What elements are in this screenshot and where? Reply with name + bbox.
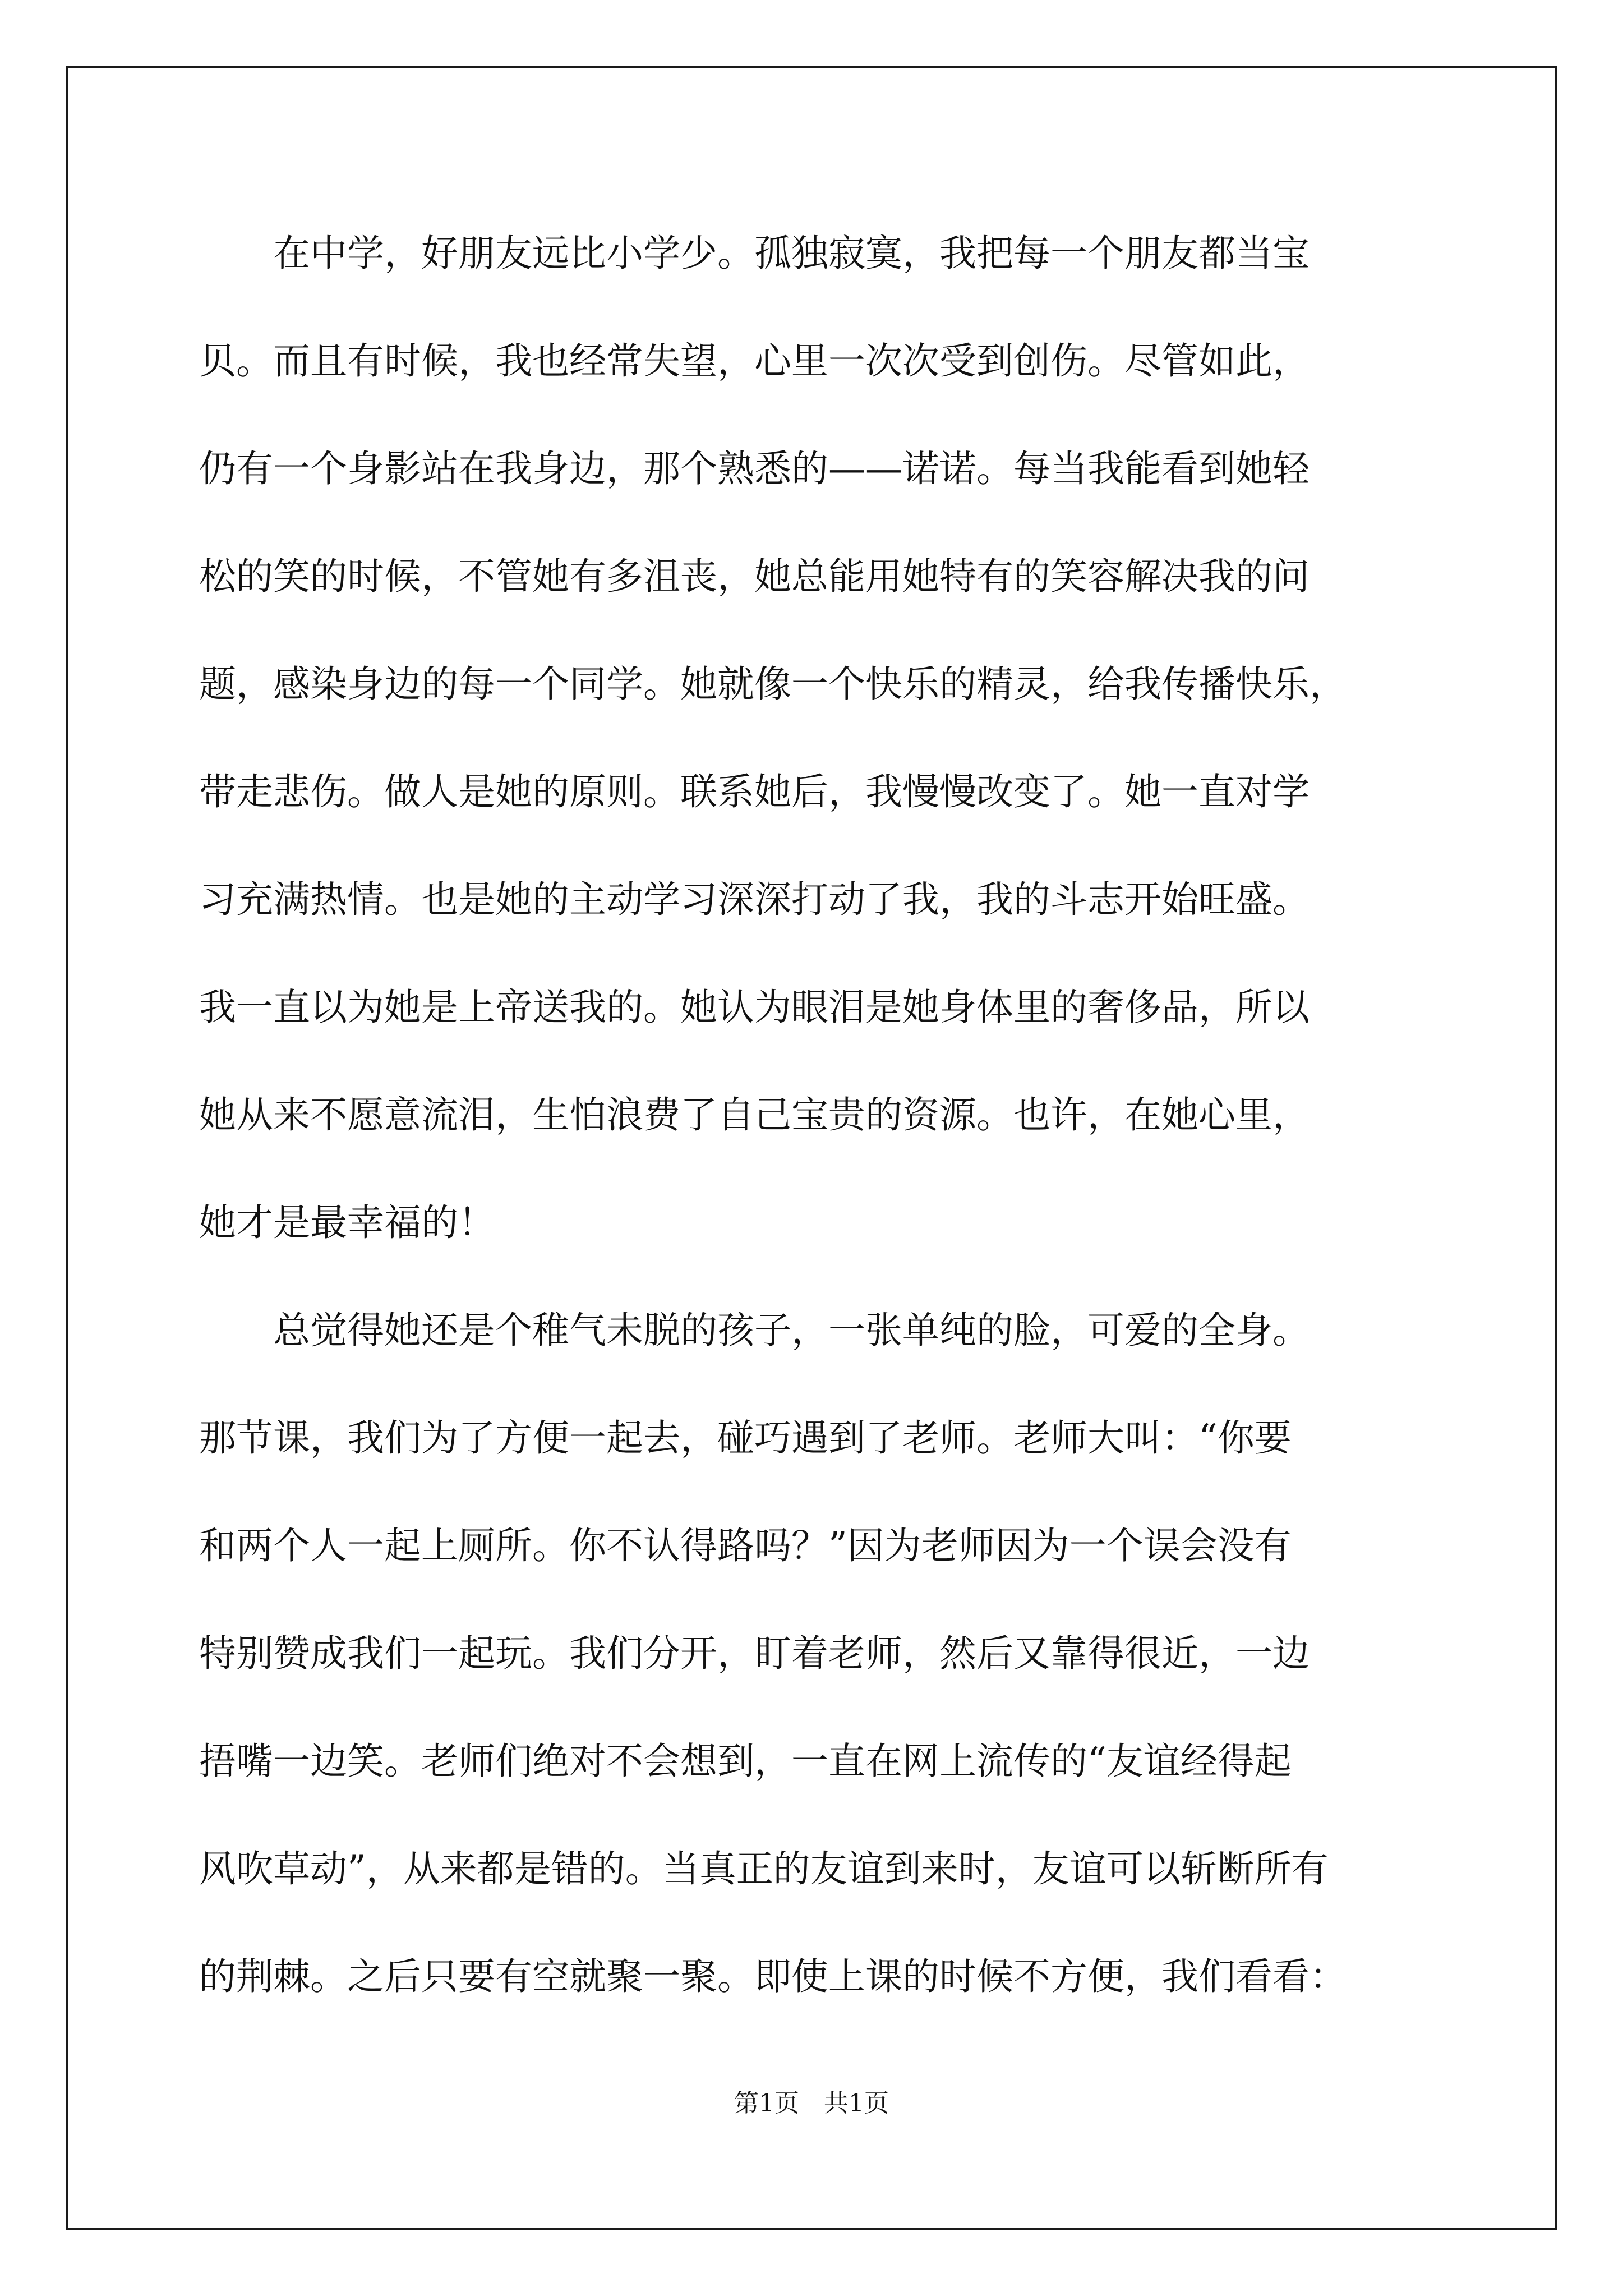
- text-line: 她从来不愿意流泪，生怕浪费了自己宝贵的资源。也许，在她心里，: [199, 1093, 1310, 1137]
- text-line: 仍有一个身影站在我身边，那个熟悉的——诺诺。每当我能看到她轻: [199, 447, 1310, 490]
- text-line: 习充满热情。也是她的主动学习深深打动了我，我的斗志开始旺盛。: [199, 878, 1310, 921]
- text-line: 她才是最幸福的！: [199, 1201, 495, 1244]
- text-line: 和两个人一起上厕所。你不认得路吗？”因为老师因为一个误会没有: [199, 1524, 1292, 1567]
- text-line: 的荆棘。之后只要有空就聚一聚。即使上课的时候不方便，我们看看：: [199, 1955, 1347, 1998]
- page-number: 第1页 共1页: [734, 2089, 889, 2118]
- text-line: 风吹草动”，从来都是错的。当真正的友谊到来时，友谊可以斩断所有: [199, 1847, 1329, 1890]
- document-body: [199, 220, 1427, 2051]
- text-line: 松的笑的时候，不管她有多沮丧，她总能用她特有的笑容解决我的问: [199, 555, 1310, 598]
- text-line: 题，感染身边的每一个同学。她就像一个快乐的精灵，给我传播快乐，: [199, 662, 1347, 706]
- text-line: 那节课，我们为了方便一起去，碰巧遇到了老师。老师大叫：“你要: [199, 1416, 1292, 1460]
- text-line: 特别赞成我们一起玩。我们分开，盯着老师，然后又靠得很近，一边: [199, 1632, 1310, 1675]
- text-line: 我一直以为她是上帝送我的。她认为眼泪是她身体里的奢侈品，所以: [199, 986, 1310, 1029]
- text-line: 在中学，好朋友远比小学少。孤独寂寞，我把每一个朋友都当宝: [199, 232, 1310, 275]
- text-line: 捂嘴一边笑。老师们绝对不会想到，一直在网上流传的“友谊经得起: [199, 1740, 1292, 1783]
- text-line: 总觉得她还是个稚气未脱的孩子，一张单纯的脸，可爱的全身。: [199, 1309, 1310, 1352]
- text-line: 贝。而且有时候，我也经常失望，心里一次次受到创伤。尽管如此，: [199, 339, 1310, 383]
- text-line: 带走悲伤。做人是她的原则。联系她后，我慢慢改变了。她一直对学: [199, 770, 1310, 813]
